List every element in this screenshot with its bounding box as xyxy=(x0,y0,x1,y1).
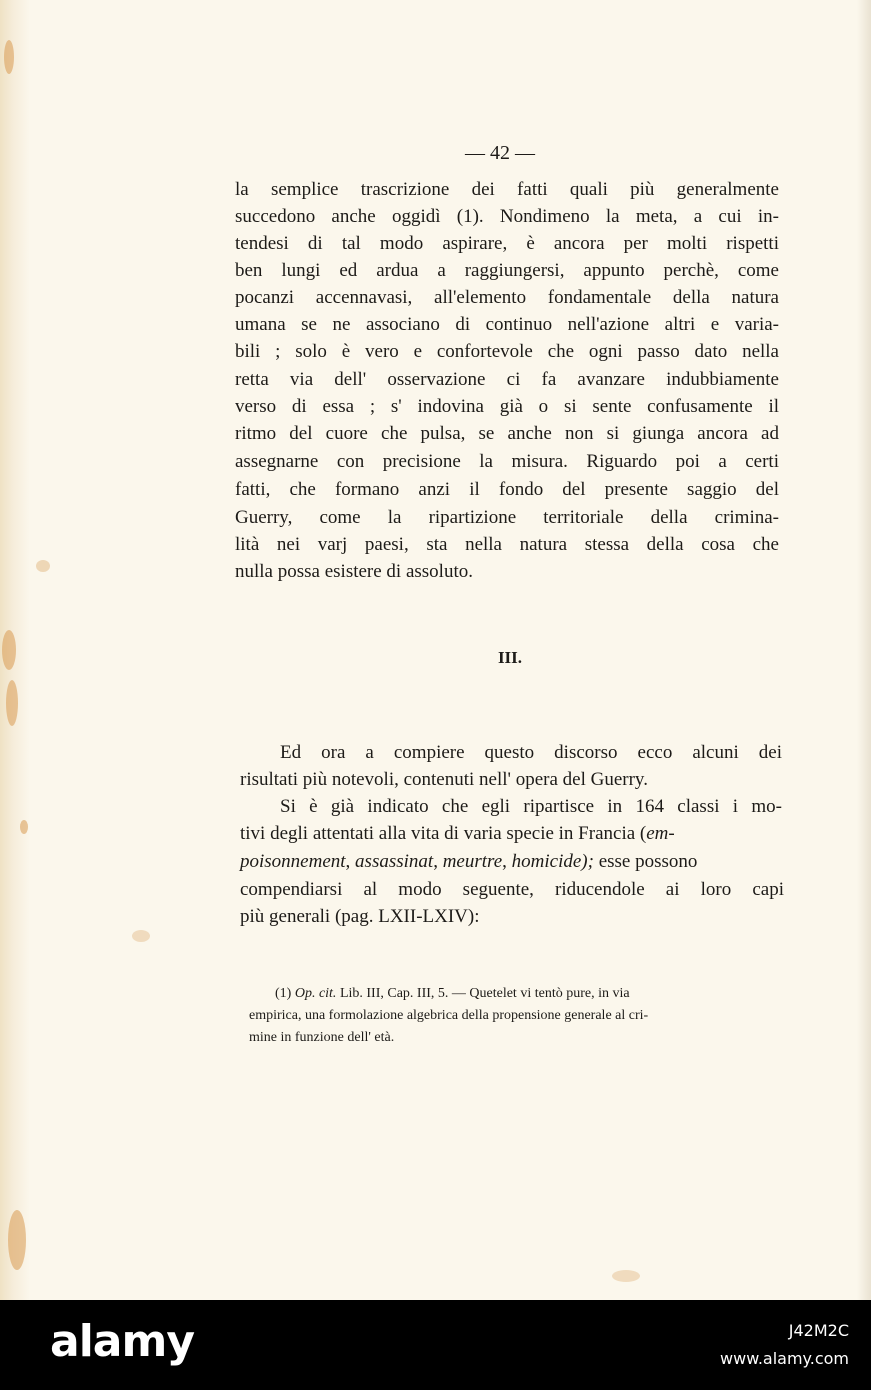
footnote-line: empirica, una formolazione algebrica della propensione generale al cri- xyxy=(249,1008,649,1023)
italic-term: homicide); xyxy=(511,851,594,872)
body-line: ritmo del cuore che pulsa, se anche non si giunga ancora ad xyxy=(235,423,779,444)
italic-term: meurtre xyxy=(442,851,503,872)
footnote-ref: Op. cit. xyxy=(294,986,337,1001)
body-line: nulla possa esistere di assoluto. xyxy=(235,561,473,582)
foxing-stain xyxy=(132,930,150,942)
body-line: ben lungi ed ardua a raggiungersi, appunto perchè, come xyxy=(235,260,779,281)
body-line: lità nei varj paesi, sta nella natura stessa della cosa che xyxy=(235,534,779,555)
foxing-stain xyxy=(36,560,50,572)
line-text: esse possono xyxy=(593,851,698,872)
site-url: www.alamy.com xyxy=(720,1349,849,1368)
italic-term: poisonnement xyxy=(240,851,346,872)
line-text: , xyxy=(502,851,512,872)
body-line: Ed ora a compiere questo discorso ecco alcuni dei xyxy=(280,742,782,763)
italic-term: em- xyxy=(646,823,675,844)
section-heading: III. xyxy=(497,648,523,667)
body-line: tendesi di tal modo aspirare, è ancora per molti rispetti xyxy=(235,233,779,254)
foxing-stain xyxy=(8,1210,26,1270)
body-line: più generali (pag. LXII-LXIV): xyxy=(240,906,480,927)
foxing-stain xyxy=(6,680,18,726)
foxing-stain xyxy=(612,1270,640,1282)
footnote-marker: (1) xyxy=(275,986,295,1001)
body-line: assegnarne con precisione la misura. Riguardo poi a certi xyxy=(235,451,779,472)
body-line: verso di essa ; s' indovina già o si sente confusamente il xyxy=(235,396,779,417)
body-line: umana se ne associano di continuo nell'azione altri e varia- xyxy=(235,314,779,335)
body-line: Si è già indicato che egli ripartisce in 164 classi i mo- xyxy=(280,796,782,817)
body-line xyxy=(240,820,784,847)
body-line: risultati più notevoli, contenuti nell' opera del Guerry. xyxy=(240,769,648,790)
body-line: bili ; solo è vero e confortevole che ogni passo dato nella xyxy=(235,341,779,362)
body-line: pocanzi accennavasi, all'elemento fondamentale della natura xyxy=(235,287,779,308)
body-line: Guerry, come la ripartizione territoriale della crimina- xyxy=(235,507,779,528)
body-line: fatti, che formano anzi il fondo del presente saggio del xyxy=(235,479,779,500)
line-text: , xyxy=(433,851,443,872)
body-line: succedono anche oggidì (1). Nondimeno la meta, a cui in- xyxy=(235,206,779,227)
line-text: , xyxy=(345,851,356,872)
footnote-line: mine in funzione dell' età. xyxy=(249,1030,395,1045)
body-line: retta via dell' osservazione ci fa avanzare indubbiamente xyxy=(235,369,779,390)
body-line xyxy=(240,848,784,875)
footnote-line xyxy=(275,984,785,1003)
alamy-logo: alamy xyxy=(50,1316,194,1367)
line-text: tivi degli attentati alla vita di varia specie in Francia ( xyxy=(240,823,647,844)
line-text: Lib. III, Cap. III, 5. — Quetelet vi tentò pure, in via xyxy=(336,986,630,1001)
foxing-stain xyxy=(4,40,14,74)
page-number: — 42 — xyxy=(465,142,535,164)
body-line: compendiarsi al modo seguente, riducendole ai loro capi xyxy=(240,879,784,900)
image-id: J42M2C xyxy=(788,1321,849,1340)
body-line: la semplice trascrizione dei fatti quali più generalmente xyxy=(235,179,779,200)
italic-term: assassinat xyxy=(355,851,434,872)
foxing-stain xyxy=(20,820,28,834)
